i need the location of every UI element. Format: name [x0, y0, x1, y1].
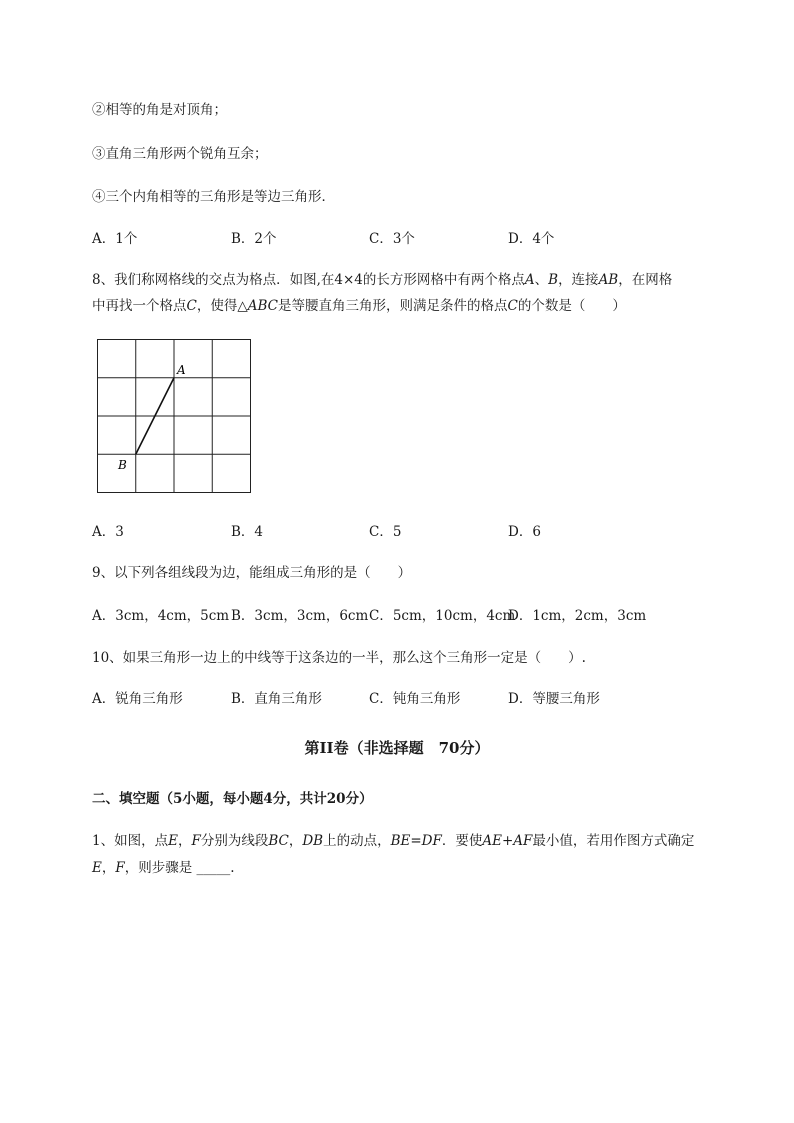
q9-question: 9、以下列各组线段为边，能组成三角形的是（ ）: [92, 565, 412, 581]
q7-option-c[interactable]: C．3个: [369, 231, 415, 247]
q8-text: 是等腰直角三角形，则满足条件的格点: [277, 298, 508, 314]
q8-text: ，在网格: [618, 272, 673, 288]
q9-option-b[interactable]: B．3cm，3cm，6cm: [231, 608, 369, 624]
q7-option-a[interactable]: A．1个: [92, 231, 138, 247]
fill1-text: 分别为线段: [200, 833, 269, 849]
q8-text: 、: [534, 272, 549, 288]
point-c-label: C: [186, 298, 197, 314]
q8-option-a[interactable]: A．3: [92, 524, 124, 540]
q8-text: 8、我们称网格线的交点为格点．如图,在: [92, 272, 335, 288]
point-f-label: F: [191, 833, 201, 849]
q8-text: ，使得△: [196, 298, 248, 314]
q8-text: ，连接: [558, 272, 599, 288]
fill1-line2: [92, 856, 235, 876]
q7-option-b[interactable]: B．2个: [231, 231, 277, 247]
segment-bc-label: BC: [268, 833, 289, 849]
statement-3: ③直角三角形两个锐角互余；: [92, 146, 268, 162]
statement-2: ②相等的角是对顶角；: [92, 102, 227, 118]
point-c-label: C: [507, 298, 518, 314]
q9-option-d[interactable]: D．1cm，2cm，3cm: [508, 608, 647, 624]
grid-svg: [96, 338, 252, 494]
q8-text: 中再找一个格点: [92, 298, 187, 314]
q8-grid-figure: [96, 338, 252, 494]
q8-question-line2: [92, 294, 626, 314]
equation-be-df: BE=DF: [390, 833, 442, 849]
q8-option-c[interactable]: C．5: [369, 524, 402, 540]
fill1-text: 上的动点，: [323, 833, 391, 849]
q8-grid-size: 4×4: [334, 272, 363, 288]
grid-label-a: A: [177, 363, 186, 377]
point-e-label: E: [92, 860, 102, 876]
section-ii-title: 第II卷（非选择题 70分）: [304, 739, 490, 757]
fill-in-heading: 二、填空题（5小题，每小题4分，共计20分）: [92, 791, 373, 807]
q8-question-line1: [92, 268, 672, 288]
q10-option-c[interactable]: C．钝角三角形: [369, 691, 461, 707]
point-e-label: E: [168, 833, 178, 849]
point-a-label: A: [524, 272, 535, 288]
expression-ae-af: AE+AF: [482, 833, 533, 849]
triangle-abc-label: ABC: [247, 298, 278, 314]
segment-ab-label: AB: [598, 272, 619, 288]
q9-option-a[interactable]: A．3cm，4cm，5cm: [92, 608, 230, 624]
fill1-text: ，: [101, 860, 116, 876]
q8-text: 的长方形网格中有两个格点: [362, 272, 525, 288]
q10-option-d[interactable]: D．等腰三角形: [508, 691, 600, 707]
fill1-answer-blank[interactable]: ，则步骤是 _____.: [124, 860, 235, 876]
q10-option-a[interactable]: A．锐角三角形: [92, 691, 183, 707]
statement-4: ④三个内角相等的三角形是等边三角形．: [92, 189, 335, 205]
q8-text: 的个数是（ ）: [517, 298, 626, 314]
grid-label-b: B: [118, 458, 127, 472]
fill1-line1: [92, 829, 694, 849]
point-f-label: F: [115, 860, 125, 876]
point-b-label: B: [548, 272, 559, 288]
fill1-text: ，: [288, 833, 303, 849]
q10-question: 10、如果三角形一边上的中线等于这条边的一半，那么这个三角形一定是（ ）.: [92, 650, 586, 666]
q7-option-d[interactable]: D．4个: [508, 231, 555, 247]
q10-option-b[interactable]: B．直角三角形: [231, 691, 322, 707]
q8-option-b[interactable]: B．4: [231, 524, 264, 540]
fill1-text: 1、如图，点: [92, 833, 169, 849]
q9-option-c[interactable]: C．5cm，10cm，4cm: [369, 608, 516, 624]
segment-db-label: DB: [302, 833, 324, 849]
fill1-text: ．要使: [441, 833, 483, 849]
q8-option-d[interactable]: D．6: [508, 524, 541, 540]
fill1-text: ，: [177, 833, 192, 849]
fill1-text: 最小值，若用作图方式确定: [532, 833, 695, 849]
